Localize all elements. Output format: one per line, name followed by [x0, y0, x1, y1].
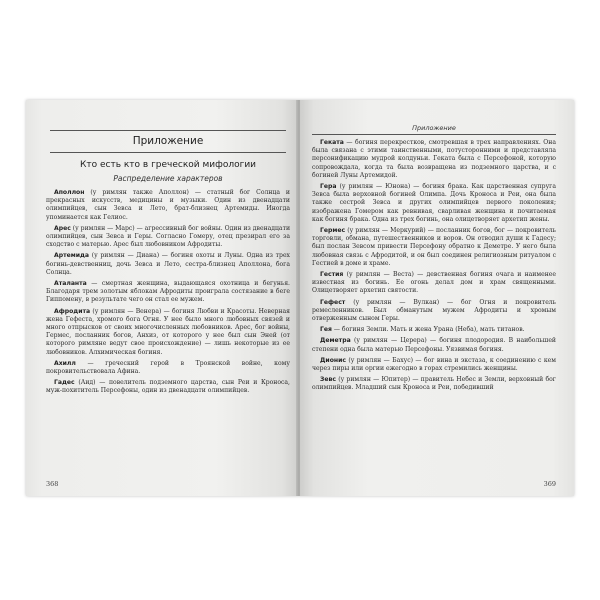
- entry-hades: Гадес (Аид) — повелитель подземного царства, сын Реи и Кроноса, муж-похититель Персефоны, один из двенадцати олимпийцев.: [46, 379, 290, 395]
- entry-ares: Арес (у римлян — Марс) — агрессивный бог войны. Один из двенадцати олимпийцев, сын Зевса и Геры. Согласно Гомеру, отец презирал его за сходство с матерью. Арес был любовником Афродиты.: [46, 224, 290, 249]
- entry-hephaestus: Гефест (у римлян — Вулкан) — бог Огня и покровитель ремесленников. Был обманутым мужем Афродиты и хромым отверженным сыном Геры.: [312, 298, 556, 323]
- entry-aphrodite: Афродита (у римлян — Венера) — богиня Любви и Красоты. Неверная жена Гефеста, хромого бога Огня. У нее было много любовных связей и много отпрысков от своих многочисленных любовников. Арес, бог войны, Гермес, посланник богов, Анхиз, от которого у нее был сын Эней (от которого римляне ведут свое происхождение) — лишь некоторые из ее любовников. Алхимическая богиня.: [46, 307, 290, 356]
- right-page: [300, 100, 574, 496]
- section-title: Кто есть кто в греческой мифологии: [79, 160, 257, 170]
- left-page: [26, 100, 298, 496]
- entry-artemis: Артемида (у римлян — Диана) — богиня охоты и Луны. Одна из трех богинь-девственниц, дочь Зевса и Лето, сестра-близнец Аполлона, бога Солнца.: [46, 252, 290, 276]
- entry-hecate: Геката — богиня перекрестков, смотревшая в трех направлениях. Она была связана с этими таинственными, потусторонними и представляла персонификацию мудрой колдуньи. Геката была с Персефоной, которую сопровождала, когда та была возвращена из подземного царства, и с богиней Луны Артемидой.: [312, 139, 556, 179]
- entry-apollo: Аполлон (у римлян также Аполлон) — статный бог Солнца и прекрасных искусств, медицины и музыки. Один из двенадцати олимпийцев, сын Зевса и Лето, брат-близнец Артемиды. Иногда упоминается как Гелиос.: [46, 189, 290, 221]
- entry-demeter: Деметра (у римлян — Церера) — богиня плодородия. В наибольшей степени одна была матерью Персефоны. Уязвимая богиня.: [312, 337, 556, 353]
- chapter-bottom-rule: [50, 152, 286, 153]
- entry-atalanta: Аталанта — смертная женщина, выдающаяся охотница и бегунья. Благодаря трем золотым яблокам Афродиты проиграла состязание в беге Гиппомену, в результате чего он стал ее мужем.: [46, 280, 290, 304]
- running-head-rule: [312, 134, 556, 135]
- entry-gaia: Гея — богиня Земли. Мать и жена Урана (Неба), мать титанов.: [320, 326, 525, 334]
- entry-achilles: Ахилл — греческий герой в Троянской войне, кому покровительствовала Афина.: [46, 359, 290, 376]
- entry-hermes: Гермес (у римлян — Меркурий) — посланник богов, бог — покровитель торговли, обмана, путешественников и воров. Он отводил души к Гадесу; был послан Зевсом привести Персефону обратно к Деметре. У него была любовная связь с Афродитой, и он был соединен религиозным ритуалом с Гестией в доме и храме.: [312, 227, 556, 267]
- entry-hestia: Гестия (у римлян — Веста) — девственная богиня очага и наименее известная из богинь. Ее огонь делал дом и храм священными. Олицетворяет архетип святости.: [312, 271, 556, 295]
- chapter-top-rule: [50, 130, 286, 131]
- open-book: [26, 100, 574, 496]
- subsection-title: Распределение характеров: [113, 174, 223, 183]
- entry-dionysus: Дионис (у римлян — Бахус) — бог вина и экстаза, к соединению с кем через пиры или оргии ежегодно в горах стремились женщины.: [312, 356, 556, 373]
- page-number-right: 369: [543, 480, 556, 488]
- page-number-left: 368: [46, 480, 59, 488]
- entry-zeus: Зевс (у римлян — Юпитер) — правитель Небес и Земли, верховный бог олимпийцев. Младший сын Кроноса и Реи, победивший: [312, 376, 556, 392]
- running-head: Приложение: [412, 124, 456, 132]
- entry-hera: Гера (у римлян — Юнона) — богиня брака. Как царственная супруга Зевса была верховной богиней Олимпа. Дочь Кроноса и Реи, она была также сестрой Зевса и других олимпийцев первого поколения; изображена Гомером как ревнивая, сварливая женщина и почитаемая как богиня брака. Одна из трех богинь, она олицетворяет архетип жены.: [312, 183, 556, 223]
- chapter-title: Приложение: [132, 135, 204, 147]
